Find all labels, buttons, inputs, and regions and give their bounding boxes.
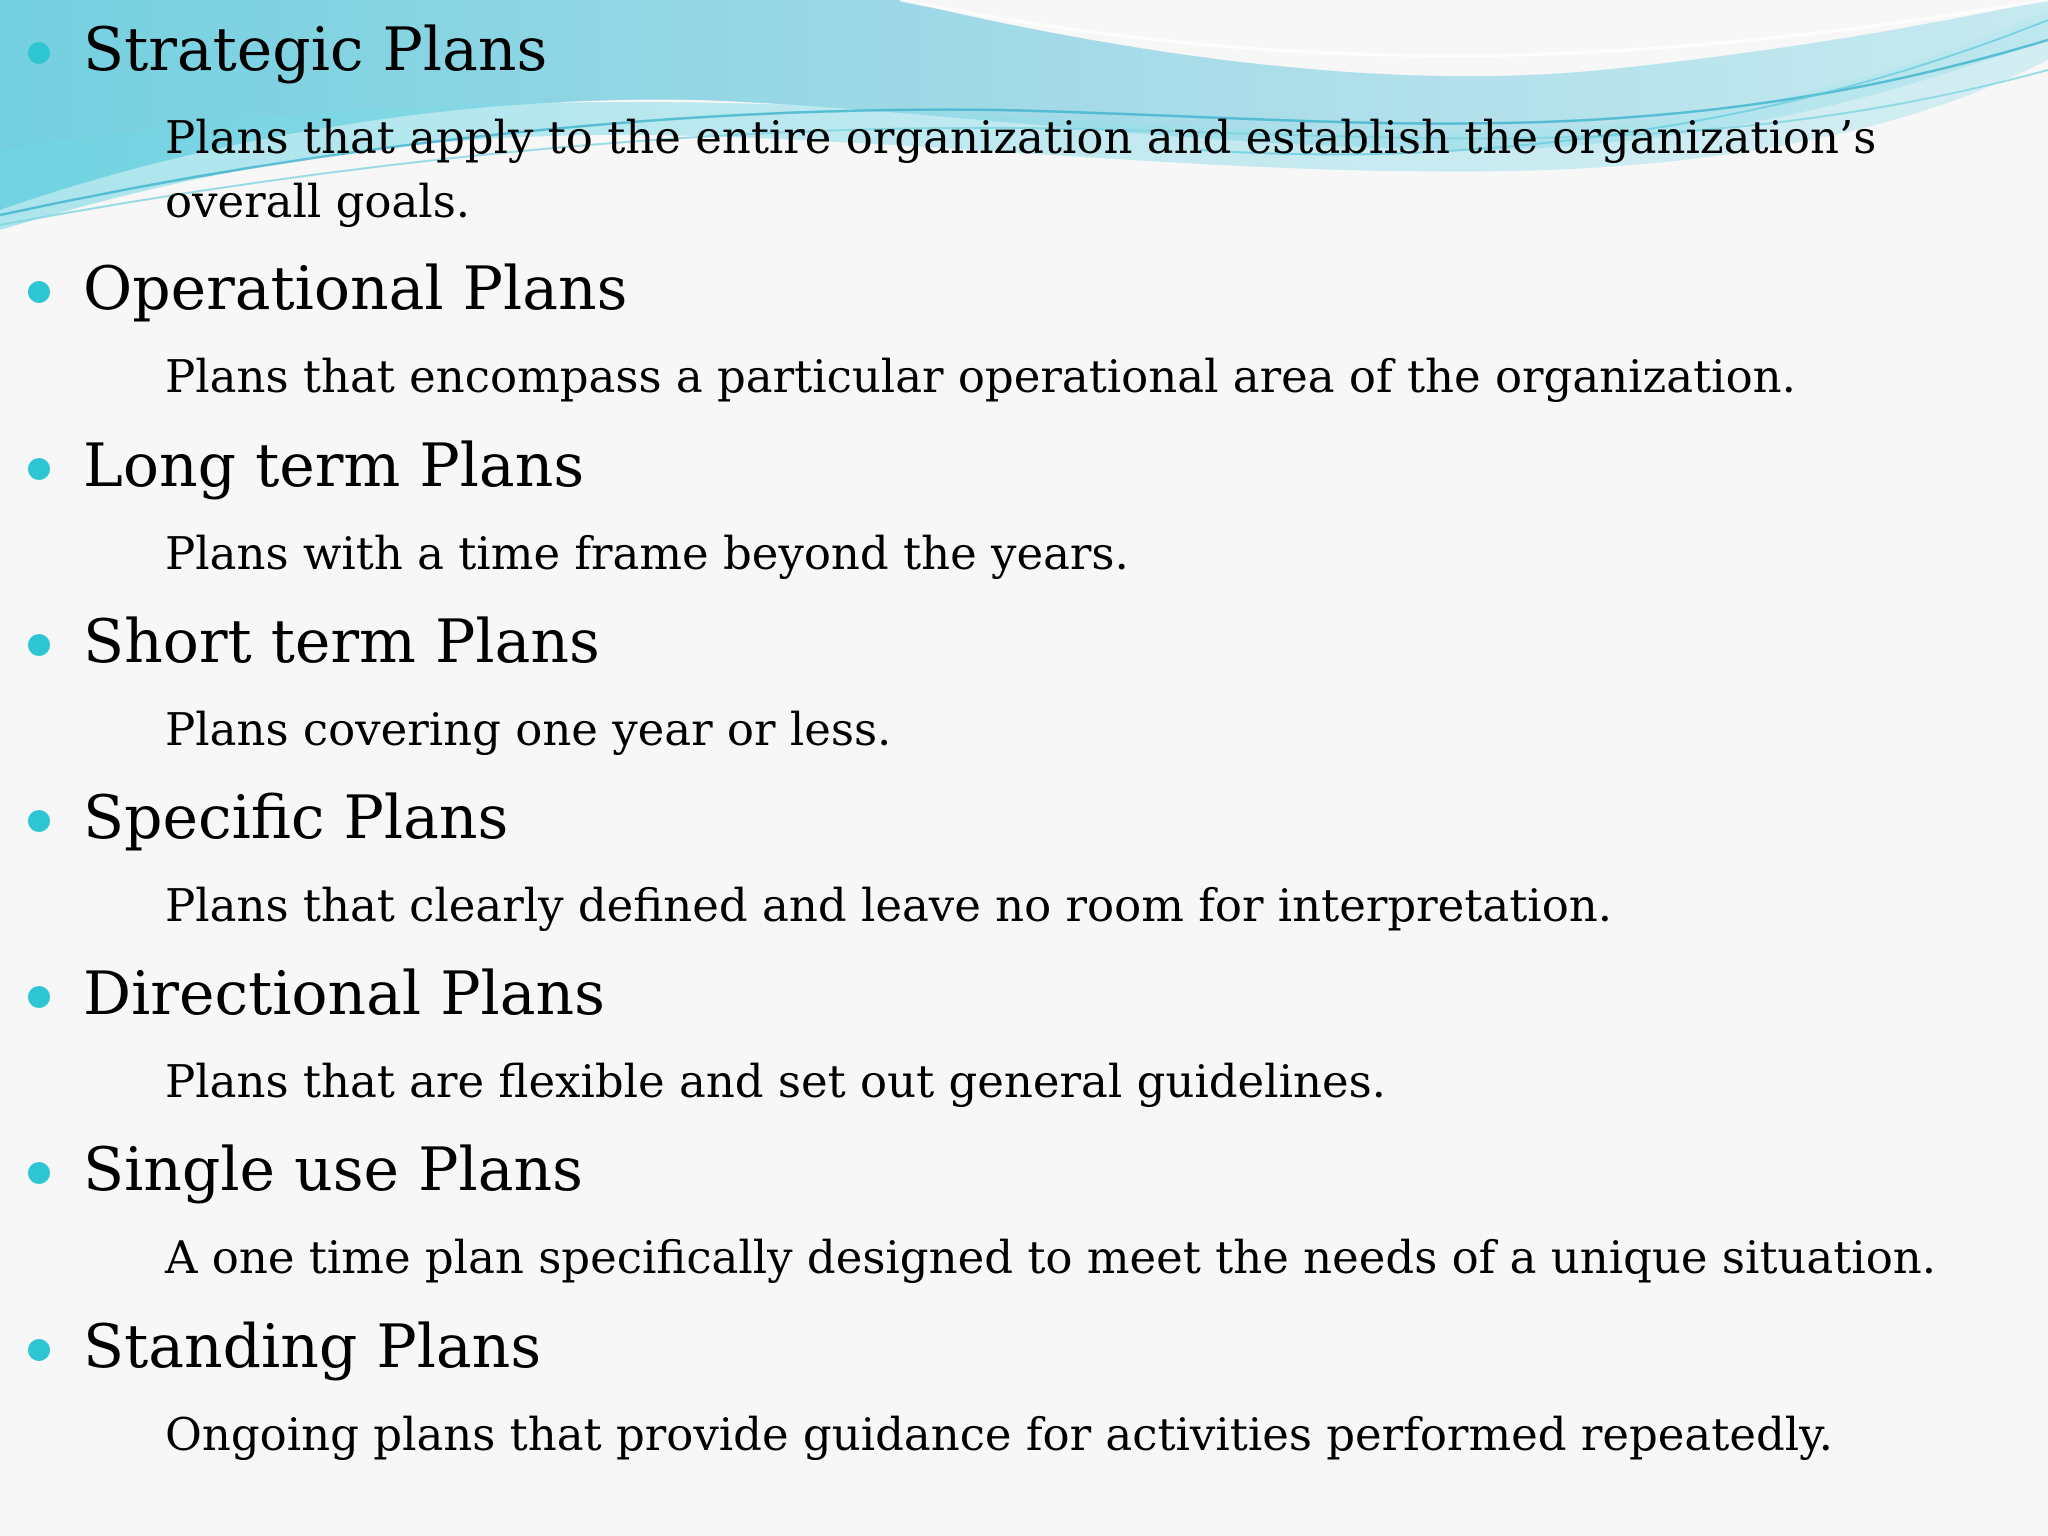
bullet-icon [28, 42, 50, 64]
item-heading: Specific Plans [83, 783, 509, 853]
item-description: Plans that are flexible and set out general guidelines. [165, 1055, 1386, 1108]
item-description: Plans that apply to the entire organization and establish the organization’s overall goals. [165, 111, 1877, 228]
item-heading: Strategic Plans [83, 15, 548, 85]
item-heading: Long term Plans [83, 431, 585, 501]
item-heading: Single use Plans [83, 1135, 583, 1205]
bullet-icon [28, 986, 50, 1008]
bullet-icon [28, 810, 50, 832]
bullet-icon [28, 281, 50, 303]
item-heading: Standing Plans [83, 1312, 542, 1382]
item-description: Ongoing plans that provide guidance for activities performed repeatedly. [165, 1408, 1833, 1461]
bullet-icon [28, 1162, 50, 1184]
item-description: A one time plan specifically designed to meet the needs of a unique situation. [165, 1231, 1937, 1284]
item-heading: Short term Plans [83, 607, 600, 677]
item-description: Plans covering one year or less. [165, 703, 892, 756]
bullet-icon [28, 1339, 50, 1361]
bullet-icon [28, 634, 50, 656]
item-description: Plans that encompass a particular operational area of the organization. [165, 350, 1796, 403]
item-description: Plans that clearly defined and leave no room for interpretation. [165, 879, 1613, 932]
item-heading: Operational Plans [83, 254, 628, 324]
item-description: Plans with a time frame beyond the years. [165, 527, 1129, 580]
bullet-icon [28, 458, 50, 480]
item-heading: Directional Plans [83, 959, 605, 1029]
